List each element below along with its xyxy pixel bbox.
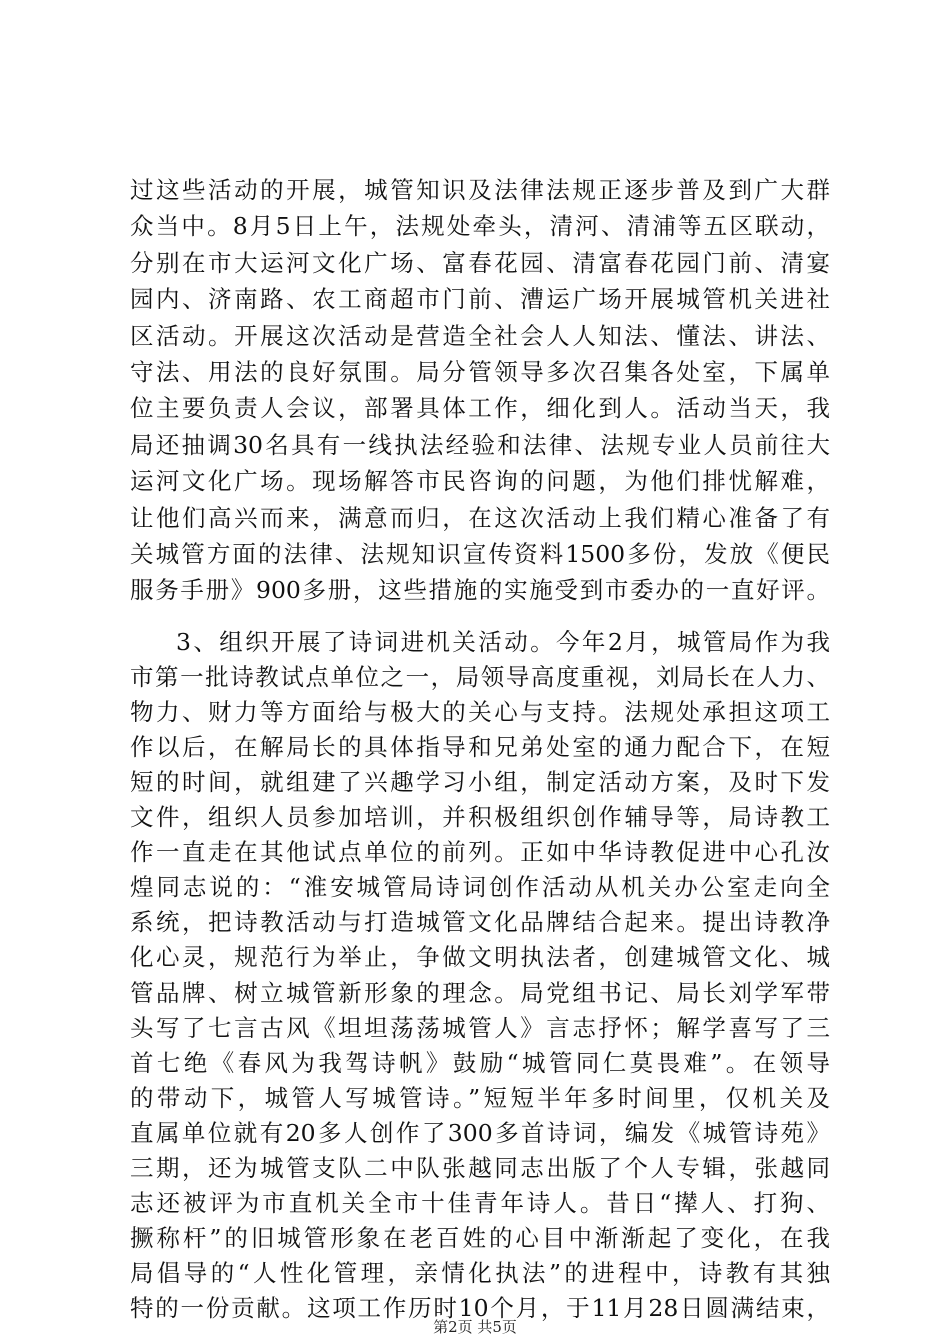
text-line: 运河文化广场。现场解答市民咨询的问题，为他们排忧解难，	[130, 467, 830, 496]
text-line: 煌同志说的：“淮安城管局诗词创作活动从机关办公室走向全	[130, 873, 830, 902]
text-line: 文件，组织人员参加培训，并积极组织创作辅导等，局诗教工	[130, 803, 830, 832]
text-line: 作以后，在解局长的具体指导和兄弟处室的通力配合下，在短	[130, 733, 830, 762]
text-line: 直属单位就有20多人创作了300多首诗词，编发《城管诗苑》	[130, 1118, 830, 1147]
text-line: 志还被评为市直机关全市十佳青年诗人。昔日“撵人、打狗、	[130, 1188, 830, 1217]
text-line: 管品牌、树立城管新形象的理念。局党组书记、局长刘学军带	[130, 978, 830, 1007]
text-line: 区活动。开展这次活动是营造全社会人人知法、懂法、讲法、	[130, 321, 830, 350]
text-line: 特的一份贡献。这项工作历时10个月，于11月28日圆满结束，	[130, 1294, 830, 1322]
text-line: 的带动下，城管人写城管诗。”短短半年多时间里，仅机关及	[130, 1083, 830, 1112]
text-line: 服务手册》900多册，这些措施的实施受到市委办的一直好评。	[130, 576, 830, 605]
text-line: 作一直走在其他试点单位的前列。正如中华诗教促进中心孔汝	[130, 838, 830, 867]
text-line: 三期，还为城管支队二中队张越同志出版了个人专辑，张越同	[130, 1153, 830, 1182]
text-line: 守法、用法的良好氛围。局分管领导多次召集各处室，下属单	[130, 358, 830, 386]
text-line: 园内、济南路、农工商超市门前、漕运广场开展城管机关进社	[130, 285, 830, 314]
text-line: 首七绝《春风为我驾诗帆》鼓励“城管同仁莫畏难”。在领导	[130, 1048, 830, 1077]
page-number-footer: 第2页 共5页	[433, 1318, 517, 1336]
text-line: 过这些活动的开展，城管知识及法律法规正逐步普及到广大群	[130, 176, 830, 204]
text-line: 短的时间，就组建了兴趣学习小组，制定活动方案，及时下发	[130, 768, 830, 797]
text-line: 化心灵，规范行为举止，争做文明执法者，创建城管文化、城	[130, 943, 830, 972]
text-line: 系统，把诗教活动与打造城管文化品牌结合起来。提出诗教净	[130, 908, 830, 937]
text-line: 头写了七言古风《坦坦荡荡城管人》言志抒怀；解学喜写了三	[130, 1013, 830, 1042]
text-line: 物力、财力等方面给与极大的关心与支持。法规处承担这项工	[130, 698, 830, 727]
text-line: 局倡导的“人性化管理，亲情化执法”的进程中，诗教有其独	[130, 1258, 830, 1287]
text-line: 3、组织开展了诗词进机关活动。今年2月，城管局作为我	[176, 628, 830, 656]
text-line: 位主要负责人会议，部署具体工作，细化到人。活动当天，我	[130, 394, 830, 423]
text-line: 撅称杆”的旧城管形象在老百姓的心目中渐渐起了变化，在我	[130, 1223, 830, 1252]
text-line: 众当中。8月5日上午，法规处牵头，清河、清浦等五区联动，	[130, 212, 830, 241]
text-line: 让他们高兴而来，满意而归，在这次活动上我们精心准备了有	[130, 503, 830, 532]
text-line: 局还抽调30名具有一线执法经验和法律、法规专业人员前往大	[130, 430, 830, 459]
text-line: 市第一批诗教试点单位之一，局领导高度重视，刘局长在人力、	[130, 663, 830, 692]
text-line: 分别在市大运河文化广场、富春花园、清富春花园门前、清宴	[130, 248, 830, 277]
text-line: 关城管方面的法律、法规知识宣传资料1500多份，发放《便民	[130, 540, 830, 568]
